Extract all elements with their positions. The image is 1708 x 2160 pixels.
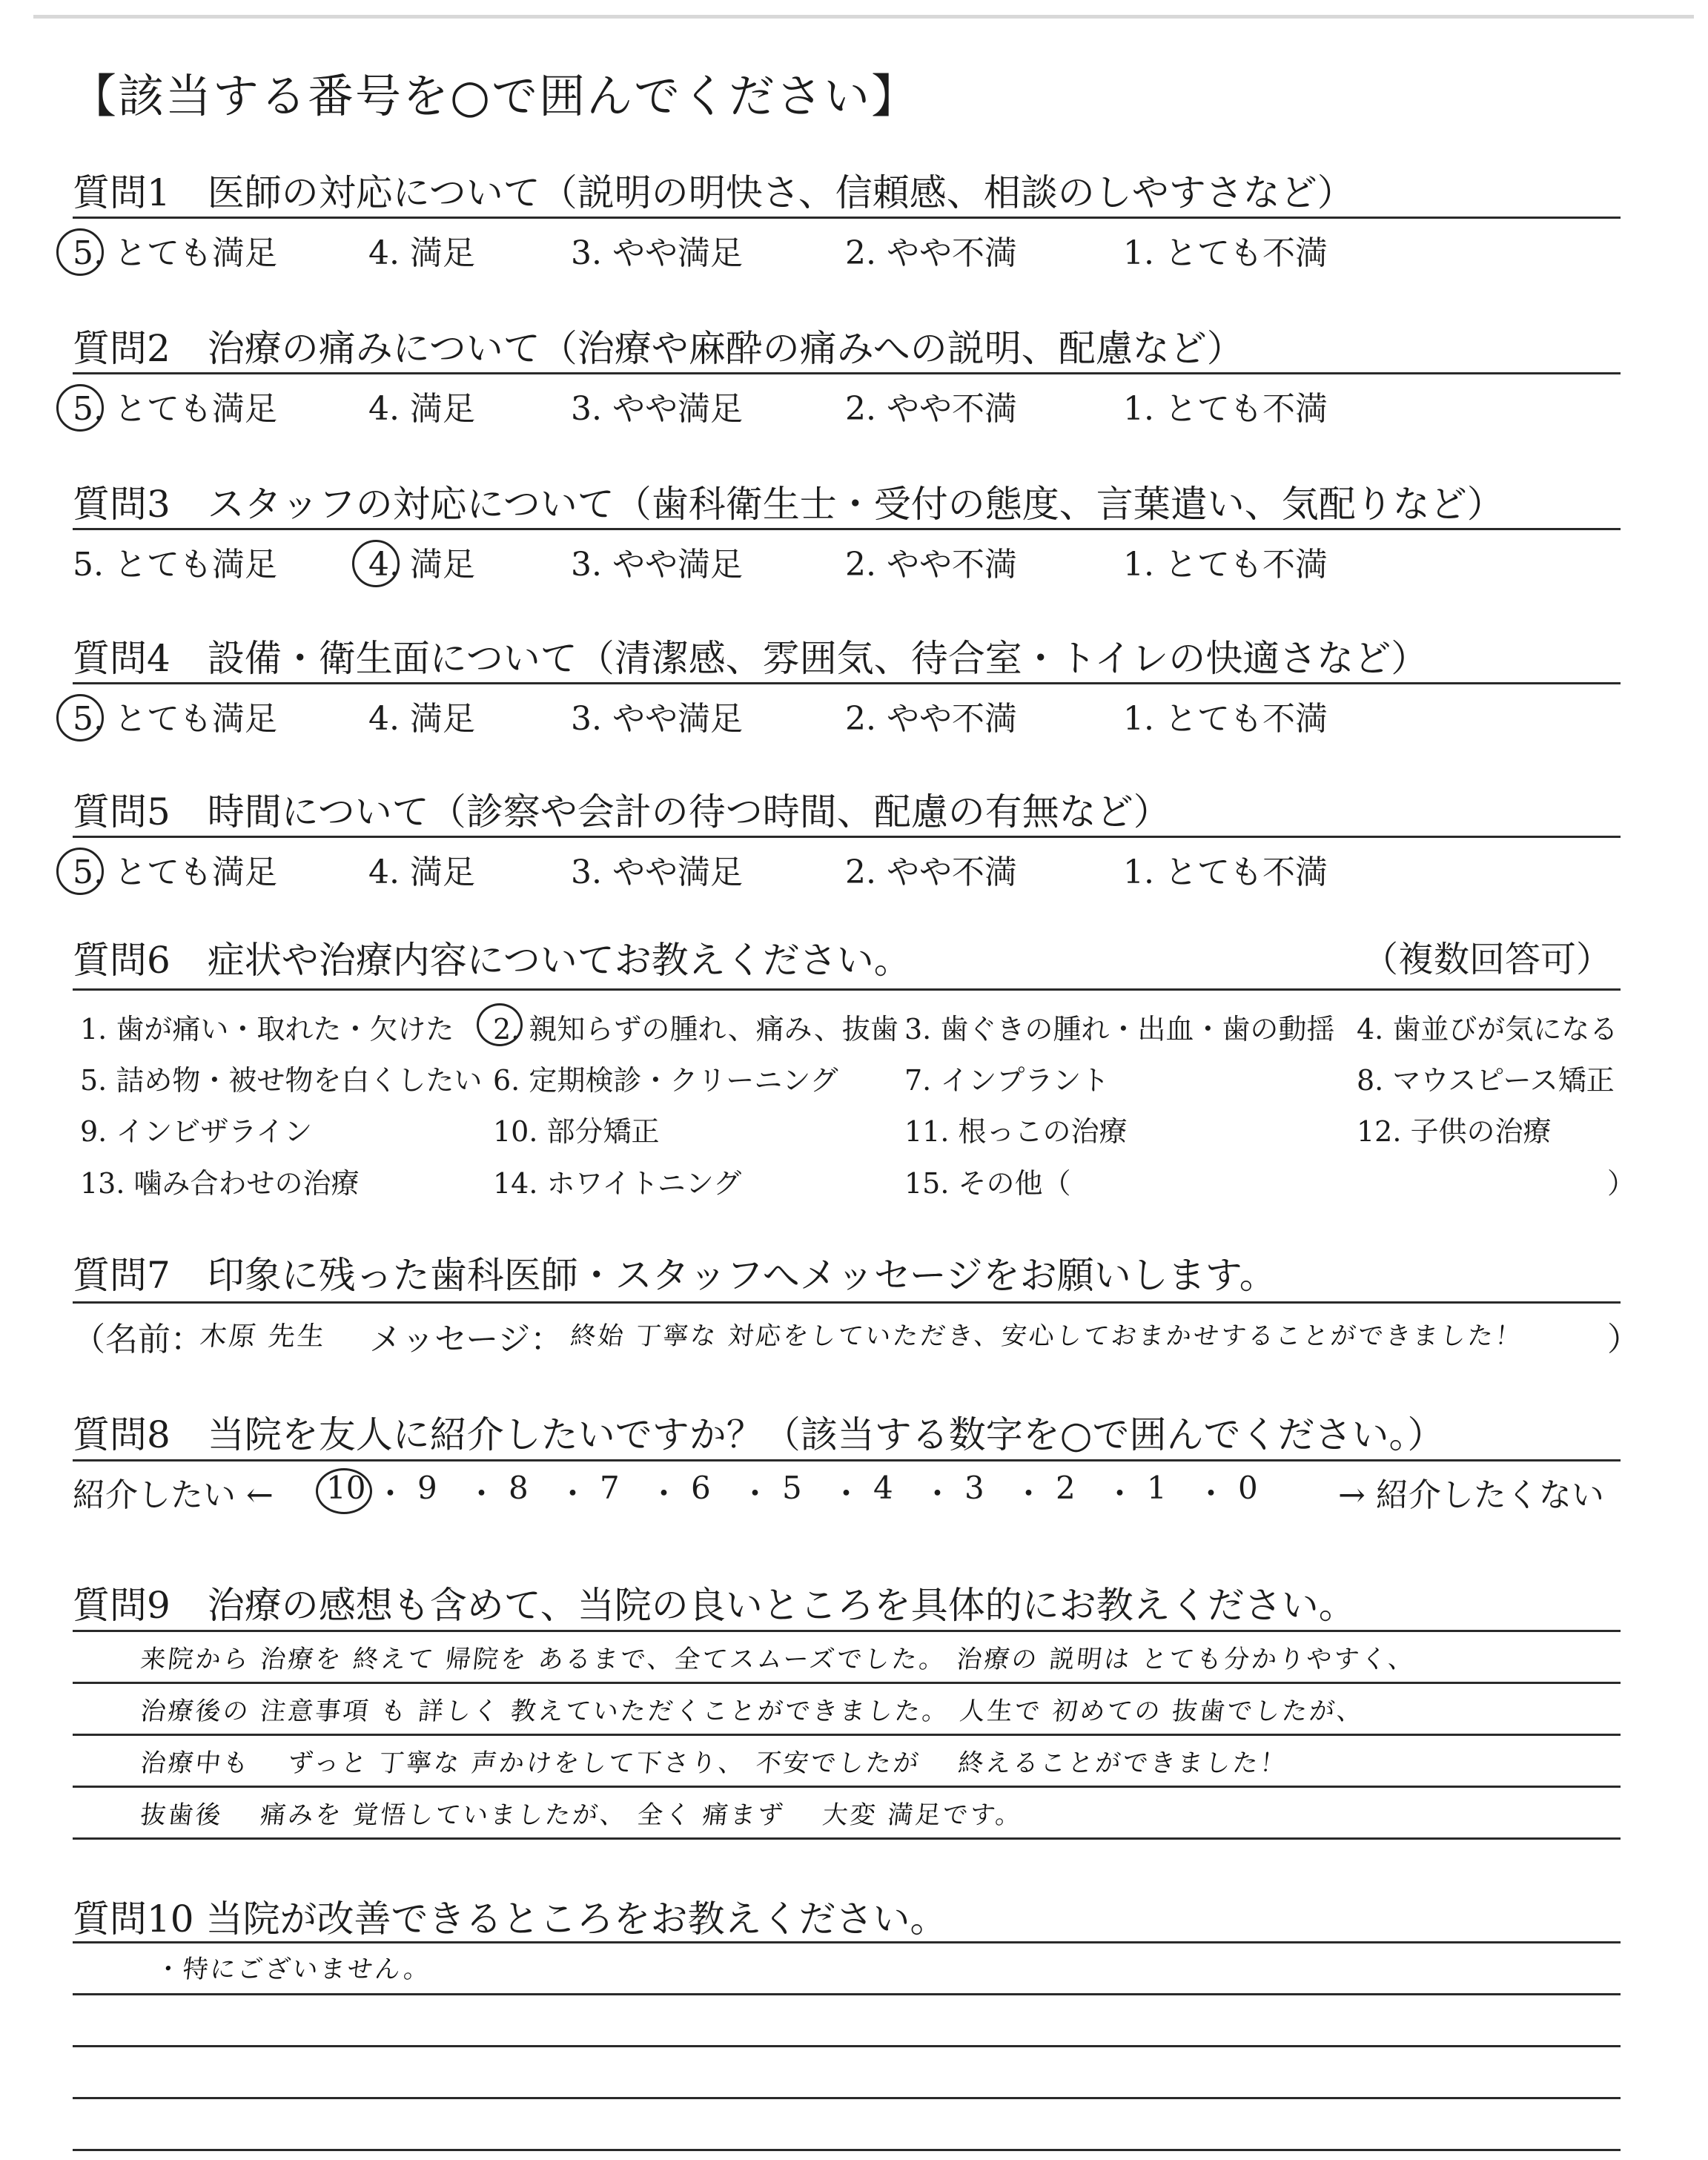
q10-answer-line-1[interactable]: ・特にございません。 — [153, 1955, 433, 1984]
q8-scale-7[interactable]: 7 — [600, 1470, 620, 1506]
q8-scale-6[interactable]: 6 — [691, 1470, 711, 1506]
q10-line-rule — [73, 1941, 1621, 1943]
q5-option-3[interactable]: 3. やや満足 — [571, 853, 743, 891]
q5-title: 質問5 時間について（診察や会計の待つ時間、配慮の有無など） — [73, 790, 1171, 833]
q3-option-2[interactable]: 2. やや不満 — [845, 546, 1017, 584]
q5-option-4[interactable]: 4. 満足 — [368, 853, 475, 891]
q8-scale-dot: ・ — [374, 1476, 406, 1512]
q8-scale-2[interactable]: 2 — [1056, 1470, 1076, 1506]
q3-option-4[interactable]: 4. 満足 — [368, 546, 475, 584]
q1-option-2[interactable]: 2. やや不満 — [845, 234, 1017, 272]
q4-option-1[interactable]: 1. とても不満 — [1123, 700, 1328, 738]
q8-scale-10[interactable]: 10 — [326, 1470, 366, 1506]
q8-scale-3[interactable]: 3 — [964, 1470, 984, 1506]
q10-line-rule — [73, 1993, 1621, 1995]
q6-option-15[interactable]: 15. その他（ — [904, 1167, 1071, 1200]
q10-line-rule — [73, 2149, 1621, 2151]
q6-option-2[interactable]: 2. 親知らずの腫れ、痛み、抜歯 — [493, 1013, 898, 1046]
q9-answer-line-1[interactable]: 来院から 治療を 終えて 帰院を あるまで、全てスムーズでした。 治療の 説明は とても分かりやすく、 — [139, 1645, 1417, 1674]
q1-title: 質問1 医師の対応について（説明の明快さ、信頼感、相談のしやすさなど） — [73, 171, 1354, 214]
q5-option-1[interactable]: 1. とても不満 — [1123, 853, 1328, 891]
q1-option-5[interactable]: 5. とても満足 — [73, 234, 277, 272]
q8-scale-5[interactable]: 5 — [782, 1470, 802, 1506]
q6-note: （複数回答可） — [1363, 939, 1612, 980]
q6-option-16[interactable]: ） — [1607, 1167, 1636, 1200]
q5-option-2[interactable]: 2. やや不満 — [845, 853, 1017, 891]
q2-option-1[interactable]: 1. とても不満 — [1123, 390, 1328, 428]
q3-rule — [73, 528, 1621, 530]
q4-option-4[interactable]: 4. 満足 — [368, 700, 475, 738]
q5-rule — [73, 836, 1621, 838]
q9-answer-line-3[interactable]: 治療中も ずっと 丁寧な 声かけをして下さり、 不安でしたが 終えることができました！ — [139, 1748, 1289, 1778]
q4-title: 質問4 設備・衛生面について（清潔感、雰囲気、待合室・トイレの快適さなど） — [73, 637, 1429, 680]
q3-selection-circle — [352, 540, 400, 587]
q8-scale-dot: ・ — [648, 1476, 680, 1512]
q8-scale-8[interactable]: 8 — [509, 1470, 529, 1506]
q9-line-rule — [73, 1630, 1621, 1632]
q8-rule — [73, 1459, 1621, 1462]
q3-title: 質問3 スタッフの対応について（歯科衛生士・受付の態度、言葉遣い、気配りなど） — [73, 483, 1504, 526]
q1-selection-circle — [56, 228, 104, 276]
q4-option-3[interactable]: 3. やや満足 — [571, 700, 743, 738]
q3-option-1[interactable]: 1. とても不満 — [1123, 546, 1328, 584]
q8-scale-dot: ・ — [1195, 1476, 1227, 1512]
top-border — [33, 15, 1694, 19]
q9-line-rule — [73, 1786, 1621, 1788]
q2-option-2[interactable]: 2. やや不満 — [845, 390, 1017, 428]
q4-rule — [73, 682, 1621, 684]
q9-line-rule — [73, 1837, 1621, 1840]
q6-rule — [73, 988, 1621, 991]
q2-option-3[interactable]: 3. やや満足 — [571, 390, 743, 428]
q8-scale-4[interactable]: 4 — [873, 1470, 893, 1506]
q10-title: 質問10 当院が改善できるところをお教えください。 — [73, 1898, 947, 1941]
q10-line-rule — [73, 2097, 1621, 2099]
q7-close-paren: ） — [1607, 1321, 1640, 1358]
q5-selection-circle — [56, 848, 104, 895]
q8-left-label: 紹介したい ← — [73, 1476, 274, 1514]
q6-option-8[interactable]: 8. マウスピース矯正 — [1357, 1064, 1615, 1097]
q2-option-5[interactable]: 5. とても満足 — [73, 390, 277, 428]
q8-scale-dot: ・ — [1013, 1476, 1045, 1512]
q3-option-5[interactable]: 5. とても満足 — [73, 546, 277, 584]
q9-answer-line-2[interactable]: 治療後の 注意事項 も 詳しく 教えていただくことができました。 人生で 初めての 抜歯でしたが、 — [139, 1697, 1366, 1726]
q1-option-3[interactable]: 3. やや満足 — [571, 234, 743, 272]
q2-option-4[interactable]: 4. 満足 — [368, 390, 475, 428]
q7-name-label: （名前： — [73, 1321, 203, 1358]
q1-option-4[interactable]: 4. 満足 — [368, 234, 475, 272]
q8-selection-circle — [316, 1468, 372, 1514]
q2-rule — [73, 372, 1621, 374]
q6-title: 質問6 症状や治療内容についてお教えください。 — [73, 939, 911, 982]
q7-title: 質問7 印象に残った歯科医師・スタッフへメッセージをお願いします。 — [73, 1254, 1277, 1297]
q6-option-9[interactable]: 9. インビザライン — [80, 1115, 313, 1148]
q6-option-14[interactable]: 14. ホワイトニング — [493, 1167, 742, 1200]
q5-option-5[interactable]: 5. とても満足 — [73, 853, 277, 891]
q6-option-10[interactable]: 10. 部分矯正 — [493, 1115, 660, 1148]
q2-title: 質問2 治療の痛みについて（治療や麻酔の痛みへの説明、配慮など） — [73, 327, 1244, 370]
q6-option-7[interactable]: 7. インプラント — [904, 1064, 1110, 1097]
q7-rule — [73, 1301, 1621, 1304]
q4-selection-circle — [56, 694, 104, 742]
q4-option-2[interactable]: 2. やや不満 — [845, 700, 1017, 738]
q1-rule — [73, 217, 1621, 219]
q8-scale-dot: ・ — [921, 1476, 953, 1512]
q9-line-rule — [73, 1682, 1621, 1684]
q6-option-11[interactable]: 11. 根っこの治療 — [904, 1115, 1128, 1148]
q7-message-label: メッセージ： — [369, 1321, 563, 1358]
q10-line-rule — [73, 2045, 1621, 2047]
q6-selection-circle — [477, 1003, 523, 1046]
q8-scale-dot: ・ — [466, 1476, 497, 1512]
q8-right-label: → 紹介したくない — [1338, 1476, 1604, 1514]
q8-scale-0[interactable]: 0 — [1238, 1470, 1258, 1506]
q1-option-1[interactable]: 1. とても不満 — [1123, 234, 1328, 272]
q8-title: 質問8 当院を友人に紹介したいですか？（該当する数字を○で囲んでください。） — [73, 1413, 1445, 1456]
q7-message-value[interactable]: 終始 丁寧な 対応をしていただき、安心しておまかせすることができました！ — [569, 1321, 1524, 1351]
q9-answer-line-4[interactable]: 抜歯後 痛みを 覚悟していましたが、 全く 痛まず 大変 満足です。 — [139, 1800, 1025, 1830]
q6-option-5[interactable]: 5. 詰め物・被せ物を白くしたい — [80, 1064, 483, 1097]
q8-scale-dot: ・ — [1104, 1476, 1136, 1512]
q4-option-5[interactable]: 5. とても満足 — [73, 700, 277, 738]
q3-option-3[interactable]: 3. やや満足 — [571, 546, 743, 584]
q8-scale-dot: ・ — [830, 1476, 862, 1512]
q9-line-rule — [73, 1734, 1621, 1736]
q6-option-12[interactable]: 12. 子供の治療 — [1357, 1115, 1552, 1148]
page-header: 【該当する番号を○で囲んでください】 — [70, 69, 919, 123]
q6-option-6[interactable]: 6. 定期検診・クリーニング — [493, 1064, 838, 1097]
q8-scale-1[interactable]: 1 — [1147, 1470, 1167, 1506]
q6-option-1[interactable]: 1. 歯が痛い・取れた・欠けた — [80, 1013, 454, 1046]
q8-scale-dot: ・ — [557, 1476, 589, 1512]
q7-name-value[interactable]: 木原 先生 — [198, 1321, 328, 1352]
q6-option-13[interactable]: 13. 噛み合わせの治療 — [80, 1167, 360, 1200]
q9-title: 質問9 治療の感想も含めて、当院の良いところを具体的にお教えください。 — [73, 1584, 1356, 1627]
q6-option-4[interactable]: 4. 歯並びが気になる — [1357, 1013, 1618, 1046]
q8-scale-dot: ・ — [739, 1476, 771, 1512]
q6-option-3[interactable]: 3. 歯ぐきの腫れ・出血・歯の動揺 — [904, 1013, 1335, 1046]
q2-selection-circle — [56, 384, 104, 432]
q8-scale-9[interactable]: 9 — [417, 1470, 437, 1506]
